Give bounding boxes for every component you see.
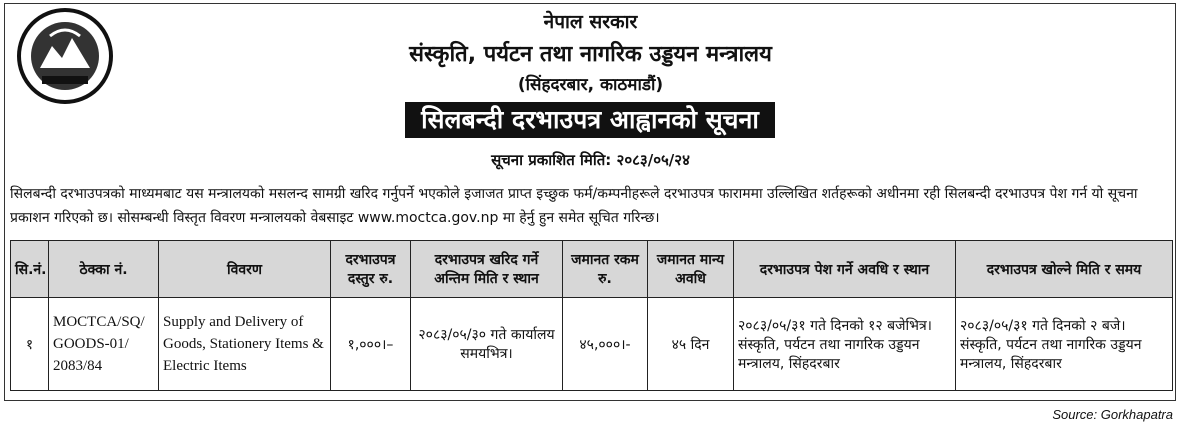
tender-table	[10, 240, 1173, 391]
published-date: सूचना प्रकाशित मिति: २०८३/०५/२४	[491, 151, 690, 169]
col-description: विवरण	[159, 241, 331, 298]
table-header-row	[11, 241, 1173, 298]
cell-serial: १	[11, 298, 49, 391]
col-bid-security: जमानत रकम रु.	[563, 241, 648, 298]
cell-submission: २०८३/०५/३१ गते दिनको १२ बजेभित्र। संस्कृति, पर्यटन तथा नागरिक उड्डयन मन्त्रालय, सिंहदरबार	[734, 298, 956, 391]
col-security-validity: जमानत मान्य अवधि	[648, 241, 734, 298]
government-name: नेपाल सरकार	[543, 11, 638, 33]
table-row	[11, 298, 1173, 391]
ministry-name: संस्कृति, पर्यटन तथा नागरिक उड्डयन मन्त्रालय	[409, 42, 772, 67]
col-opening: दरभाउपत्र खोल्ने मिति र समय	[956, 241, 1173, 298]
intro-paragraph: सिलबन्दी दरभाउपत्रको माध्यमबाट यस मन्त्रालयको मसलन्द सामग्री खरिद गर्नुपर्ने भएकोले इजाजत प्राप्त इच्छुक फर्म/कम्पनीहरूले दरभाउपत्र फाराममा उल्लिखित शर्तहरूको अधीनमा रही सिलबन्दी दरभाउपत्र पेश गर्न यो सूचना प्रकाशन गरिएको छ। सोसम्बन्धी विस्तृत विवरण मन्त्रालयको वेबसाइट www.moctca.gov.np मा हेर्नु हुन समेत सूचित गरिन्छ।	[10, 186, 1138, 226]
col-contract-no: ठेक्का नं.	[49, 241, 159, 298]
notice-title: सिलबन्दी दरभाउपत्र आह्वानको सूचना	[405, 102, 775, 138]
cell-purchase-deadline: २०८३/०५/३० गते कार्यालय समयभित्र।	[411, 298, 563, 391]
cell-description: Supply and Delivery of Goods, Stationery Items & Electric Items	[159, 298, 331, 391]
cell-contract-no: MOCTCA/SQ/ GOODS-01/ 2083/84	[49, 298, 159, 391]
cell-fee: १,०००।–	[331, 298, 411, 391]
col-submission: दरभाउपत्र पेश गर्ने अवधि र स्थान	[734, 241, 956, 298]
ministry-location: (सिंहदरबार, काठमाडौं)	[517, 75, 664, 95]
source-credit: Source: Gorkhapatra	[1052, 407, 1173, 422]
col-purchase-deadline: दरभाउपत्र खरिद गर्ने अन्तिम मिति र स्थान	[411, 241, 563, 298]
col-fee: दरभाउपत्र दस्तुर रु.	[331, 241, 411, 298]
cell-bid-security: ४५,०००।-	[563, 298, 648, 391]
col-serial: सि.नं.	[11, 241, 49, 298]
cell-opening: २०८३/०५/३१ गते दिनको २ बजे। संस्कृति, पर्यटन तथा नागरिक उड्डयन मन्त्रालय, सिंहदरबार	[956, 298, 1173, 391]
cell-security-validity: ४५ दिन	[648, 298, 734, 391]
